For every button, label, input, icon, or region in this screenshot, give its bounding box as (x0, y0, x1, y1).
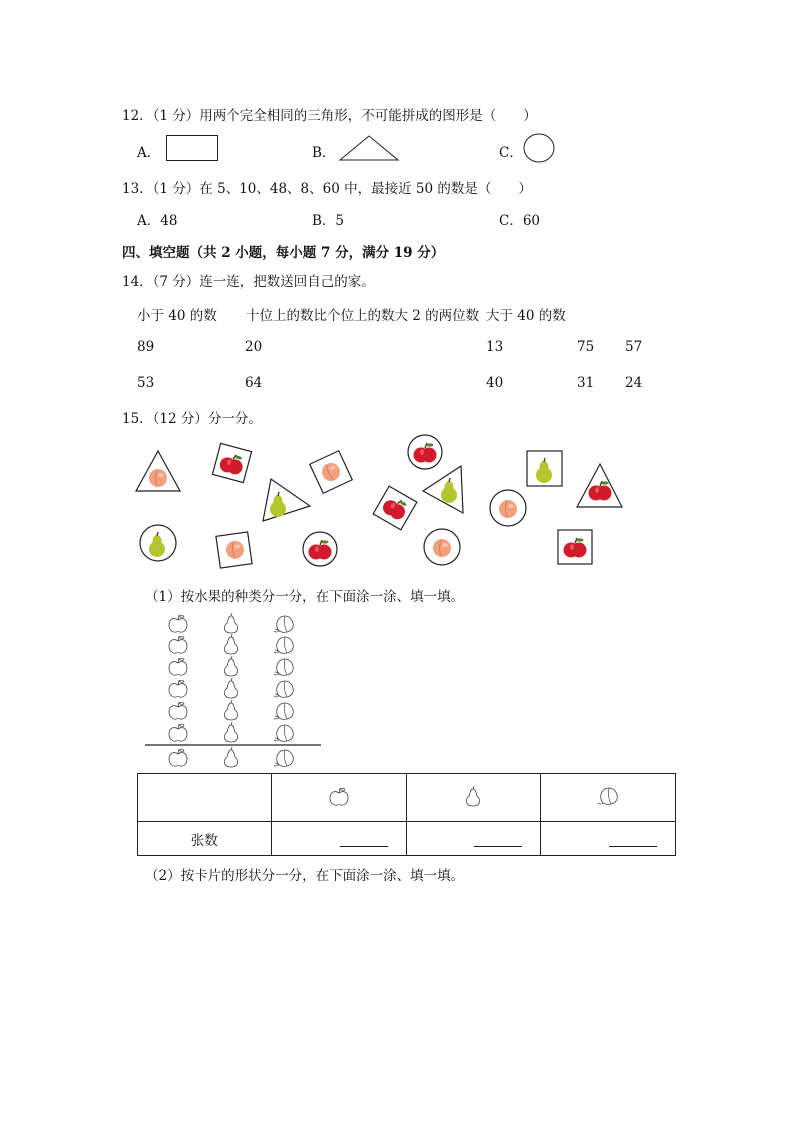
q12-option-c-label[interactable]: C． (499, 145, 523, 161)
card-square-apple (212, 443, 251, 482)
card-square-pear (527, 451, 562, 486)
number-57[interactable]: 57 (625, 339, 643, 355)
q15-stem: 15．（12 分）分一分。 (122, 411, 262, 427)
card-triangle-pear (263, 479, 310, 521)
number-13[interactable]: 13 (486, 339, 504, 355)
triangle-icon (338, 134, 400, 162)
number-75[interactable]: 75 (577, 339, 595, 355)
card-square-apple-3 (558, 530, 592, 564)
number-20[interactable]: 20 (245, 339, 263, 355)
circle-icon (522, 132, 556, 164)
card-circle-apple (408, 435, 442, 469)
card-circle-apple-2 (303, 532, 337, 566)
apple-header-cell (271, 774, 406, 822)
q15-part2: （2）按卡片的形状分一分，在下面涂一涂、填一填。 (145, 868, 465, 884)
rectangle-icon (166, 135, 218, 161)
number-53[interactable]: 53 (137, 375, 155, 391)
peach-outline-column (274, 616, 293, 766)
card-triangle-pear-2 (423, 466, 463, 513)
home-less-than-40: 小于 40 的数 (137, 308, 217, 324)
q12-option-a-label[interactable]: A． (137, 145, 161, 161)
pear-outline-icon (461, 784, 485, 808)
number-89[interactable]: 89 (137, 339, 155, 355)
number-40[interactable]: 40 (486, 375, 504, 391)
apple-count-blank[interactable] (340, 832, 388, 847)
card-circle-peach-2 (424, 529, 460, 565)
card-triangle-apple (577, 464, 622, 507)
count-table (137, 773, 676, 856)
pear-header-cell (406, 774, 540, 822)
row-label-count: 张数 (138, 822, 272, 856)
pear-outline-column (224, 613, 237, 767)
apple-outline-icon (327, 784, 351, 808)
number-31[interactable]: 31 (577, 375, 595, 391)
section-title: 四、填空题（共 2 小题，每小题 7 分，满分 19 分） (122, 245, 445, 261)
q12-option-b-label[interactable]: B． (312, 145, 336, 161)
card-square-apple-2 (373, 486, 417, 530)
home-tens-digit-rule: 十位上的数比个位上的数大 2 的两位数 (246, 308, 480, 324)
peach-count-blank[interactable] (609, 832, 657, 847)
q15-part1: （1）按水果的种类分一分，在下面涂一涂、填一填。 (145, 589, 465, 605)
card-square-peach (310, 451, 353, 494)
peach-count-cell[interactable] (540, 822, 675, 856)
pear-count-cell[interactable] (406, 822, 540, 856)
q12-stem: 12．（1 分）用两个完全相同的三角形，不可能拼成的图形是（ ） (122, 108, 537, 124)
home-greater-than-40: 大于 40 的数 (486, 308, 566, 324)
pear-count-blank[interactable] (474, 832, 522, 847)
card-circle-pear (140, 525, 176, 561)
number-64[interactable]: 64 (245, 375, 263, 391)
apple-count-cell[interactable] (271, 822, 406, 856)
q13-option-b[interactable]: B．5 (312, 213, 345, 229)
q13-option-a[interactable]: A．48 (137, 213, 178, 229)
card-circle-peach (490, 490, 526, 526)
number-24[interactable]: 24 (625, 375, 643, 391)
q13-stem: 13．（1 分）在 5、10、48、8、60 中，最接近 50 的数是（ ） (122, 181, 532, 197)
card-triangle-peach (136, 451, 180, 491)
table-corner-cell (138, 774, 272, 822)
peach-header-cell (540, 774, 675, 822)
fruit-cards-picture (133, 433, 623, 573)
q13-option-c[interactable]: C．60 (499, 213, 541, 229)
card-square-peach-2 (216, 532, 252, 568)
peach-outline-icon (595, 784, 621, 808)
pictograph (140, 608, 325, 770)
q14-stem: 14．（7 分）连一连，把数送回自己的家。 (122, 274, 375, 290)
apple-outline-column (169, 615, 187, 766)
